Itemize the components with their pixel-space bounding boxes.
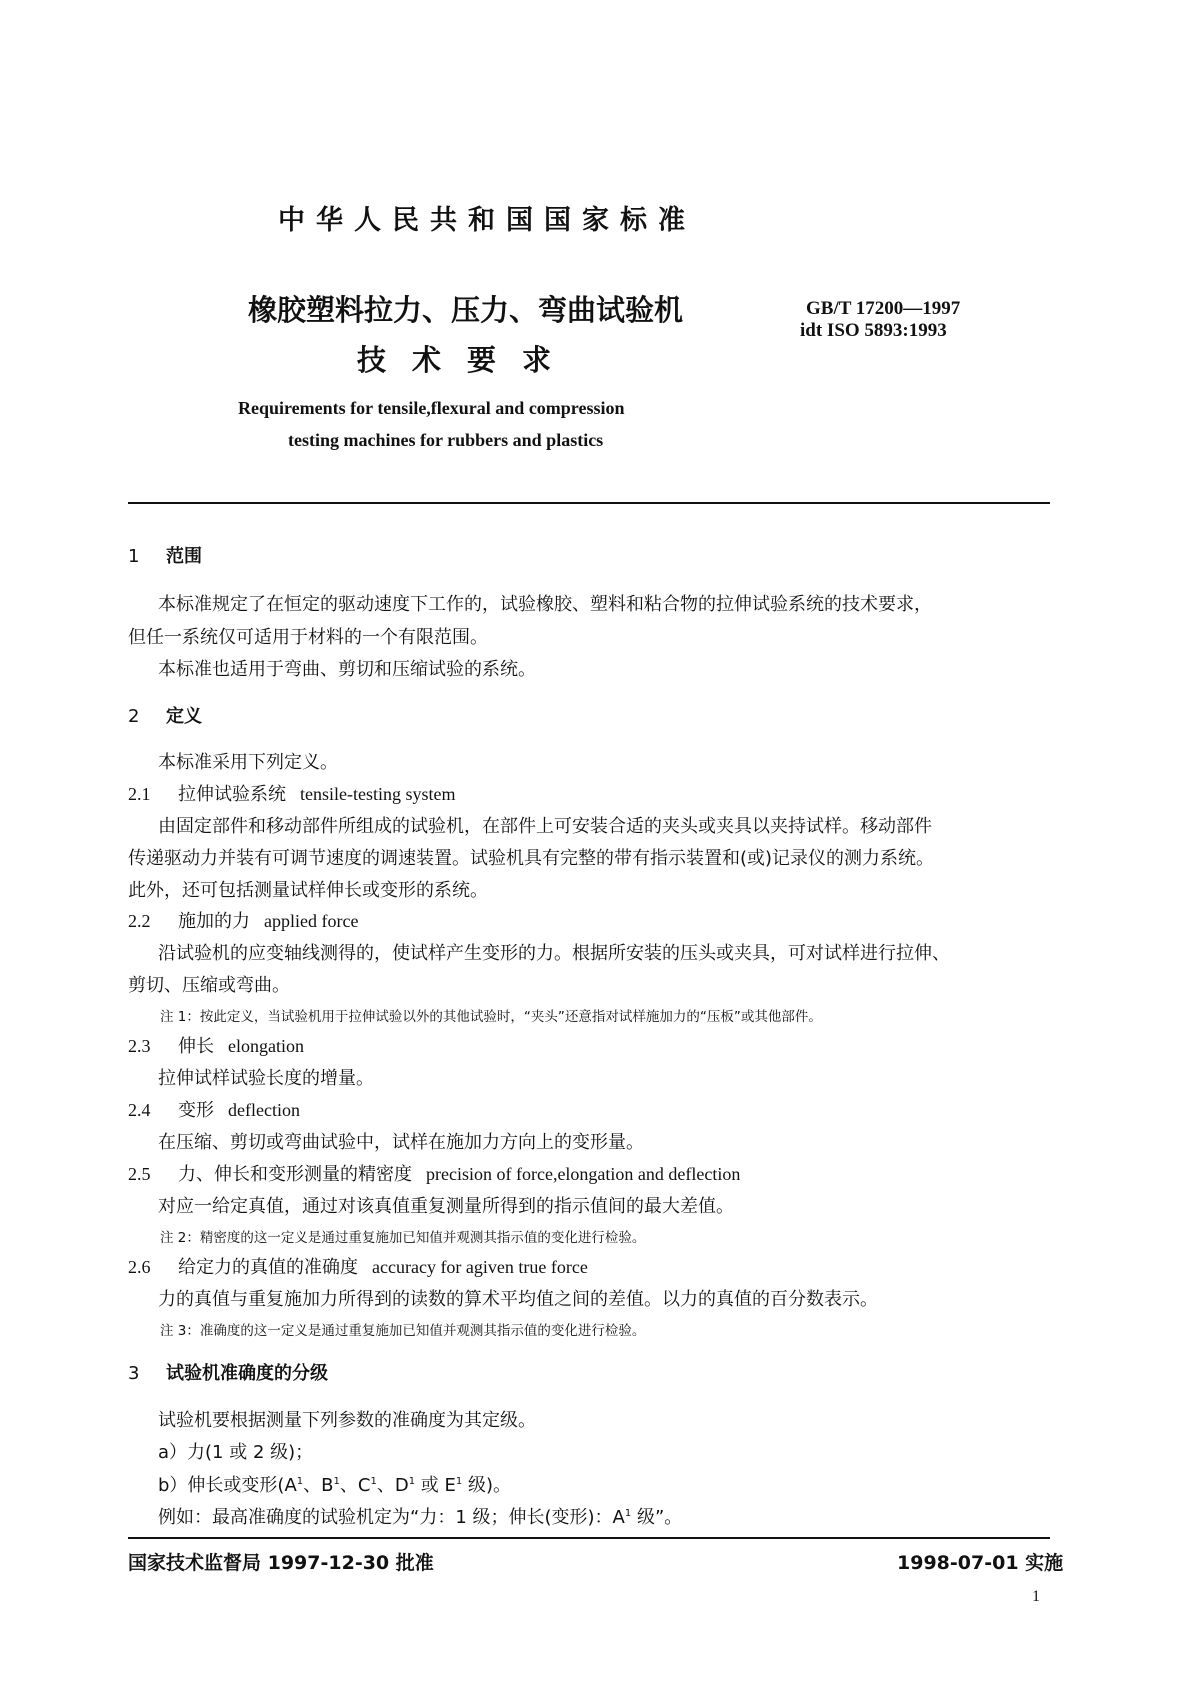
term: 拉伸试验系统 <box>178 784 286 805</box>
english-title-line-2: testing machines for rubbers and plastics <box>288 430 604 450</box>
superscript: 1 <box>408 1476 416 1487</box>
definition-2-5 <box>128 1160 740 1186</box>
section-number: 1 <box>128 546 140 567</box>
term-english: elongation <box>228 1036 304 1056</box>
section-3-heading <box>128 1359 328 1385</box>
term: 给定力的真值的准确度 <box>178 1257 358 1278</box>
clause-number: 2.5 <box>128 1164 151 1184</box>
note-3: 注 3：准确度的这一定义是通过重复施加已知值并观测其指示值的变化进行检验。 <box>160 1323 646 1339</box>
term: 伸长 <box>178 1036 214 1057</box>
superscript: 1 <box>624 1508 632 1519</box>
superscript: 1 <box>333 1476 340 1487</box>
section-1-heading <box>128 542 202 568</box>
superscript: 1 <box>455 1476 463 1487</box>
paragraph: 本标准也适用于弯曲、剪切和压缩试验的系统。 <box>158 659 536 680</box>
paragraph: 拉伸试样试验长度的增量。 <box>158 1068 374 1089</box>
note-2: 注 2：精密度的这一定义是通过重复施加已知值并观测其指示值的变化进行检验。 <box>160 1230 646 1246</box>
example-line <box>158 1503 682 1529</box>
top-divider <box>128 502 1050 504</box>
term: 变形 <box>178 1100 214 1121</box>
paragraph: 此外，还可包括测量试样伸长或变形的系统。 <box>128 880 488 901</box>
paragraph: 但任一系统仅可适用于材料的一个有限范围。 <box>128 627 488 648</box>
national-standard-heading: 中华人民共和国国家标准 <box>278 205 696 236</box>
text-run: 、C <box>339 1475 371 1496</box>
definition-2-2 <box>128 907 358 933</box>
iso-equivalent-code: idt ISO 5893:1993 <box>800 320 947 341</box>
paragraph: 本标准规定了在恒定的驱动速度下工作的，试验橡胶、塑料和粘合物的拉伸试验系统的技术要求， <box>158 594 932 615</box>
list-item-a: a）力(1 或 2 级)； <box>158 1442 314 1463</box>
term-english: applied force <box>264 911 359 931</box>
section-2-heading <box>128 702 202 728</box>
clause-number: 2.3 <box>128 1036 151 1056</box>
text-run: 例如：最高准确度的试验机定为“力：1 级；伸长(变形)：A <box>158 1507 625 1528</box>
section-number: 2 <box>128 706 140 727</box>
clause-number: 2.1 <box>128 784 151 804</box>
paragraph: 力的真值与重复施加力所得到的读数的算术平均值之间的差值。以力的真值的百分数表示。 <box>158 1289 878 1310</box>
standard-code: GB/T 17200—1997 <box>806 298 961 319</box>
text-run: b）伸长或变形(A <box>158 1475 297 1496</box>
clause-number: 2.4 <box>128 1100 151 1120</box>
section-title: 定义 <box>166 706 202 727</box>
term: 力、伸长和变形测量的精密度 <box>178 1164 412 1185</box>
paragraph: 沿试验机的应变轴线测得的，使试样产生变形的力。根据所安装的压头或夹具，可对试样进行拉伸、 <box>158 943 950 964</box>
text-run: 、B <box>303 1475 334 1496</box>
definition-2-3 <box>128 1032 304 1058</box>
list-item-b <box>158 1471 511 1497</box>
bottom-divider <box>128 1537 1050 1539</box>
text-run: 级)。 <box>462 1475 512 1496</box>
definition-2-6 <box>128 1253 588 1279</box>
section-number: 3 <box>128 1363 140 1384</box>
paragraph: 对应一给定真值，通过对该真值重复测量所得到的指示值间的最大差值。 <box>158 1196 734 1217</box>
section-title: 试验机准确度的分级 <box>166 1363 328 1384</box>
clause-number: 2.2 <box>128 911 151 931</box>
english-title-line-1: Requirements for tensile,flexural and compression <box>238 398 625 418</box>
text-run: 或 E <box>415 1475 456 1496</box>
implementation-date: 1998-07-01 实施 <box>897 1552 1064 1574</box>
paragraph: 在压缩、剪切或弯曲试验中，试样在施加力方向上的变形量。 <box>158 1132 644 1153</box>
term-english: tensile-testing system <box>300 784 456 804</box>
definition-2-1 <box>128 780 455 806</box>
text-run: 、D <box>376 1475 409 1496</box>
text-run: 级”。 <box>631 1507 683 1528</box>
note-1: 注 1：按此定义，当试验机用于拉伸试验以外的其他试验时，“夹头”还意指对试样施加力的“压板”或其他部件。 <box>160 1009 822 1025</box>
title-line-1: 橡胶塑料拉力、压力、弯曲试验机 <box>248 293 684 327</box>
paragraph: 由固定部件和移动部件所组成的试验机，在部件上可安装合适的夹头或夹具以夹持试样。移动部件 <box>158 816 932 837</box>
approval-date: 国家技术监督局 1997-12-30 批准 <box>128 1552 434 1574</box>
term-english: deflection <box>228 1100 300 1120</box>
paragraph: 试验机要根据测量下列参数的准确度为其定级。 <box>158 1410 536 1431</box>
superscript: 1 <box>370 1476 377 1487</box>
superscript: 1 <box>296 1476 304 1487</box>
paragraph: 剪切、压缩或弯曲。 <box>128 975 290 996</box>
term-english: accuracy for agiven true force <box>372 1257 588 1277</box>
definition-2-4 <box>128 1096 300 1122</box>
clause-number: 2.6 <box>128 1257 151 1277</box>
term-english: precision of force,elongation and deflection <box>426 1164 741 1184</box>
term: 施加的力 <box>178 911 250 932</box>
page-number: 1 <box>1032 1588 1040 1605</box>
paragraph: 传递驱动力并装有可调节速度的调速装置。试验机具有完整的带有指示装置和(或)记录仪的测力系统。 <box>128 848 935 869</box>
section-title: 范围 <box>166 546 202 567</box>
paragraph: 本标准采用下列定义。 <box>158 752 338 773</box>
title-line-2: 技术要求 <box>357 343 578 377</box>
